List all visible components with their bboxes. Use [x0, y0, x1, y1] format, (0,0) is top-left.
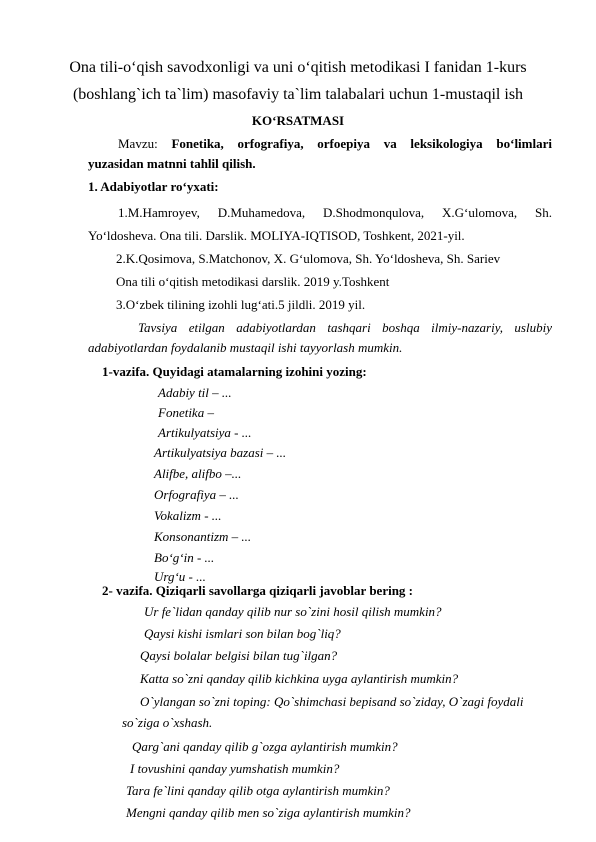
literature-item-2-line-2: Ona tili o‘qitish metodikasi darslik. 2019 y.Toshkent [116, 274, 390, 289]
term-item: Adabiy til – ... [158, 385, 232, 400]
topic-line-1 [118, 135, 552, 152]
literature-item-1-line-1: 1.M.Hamroyev, D.Muhamedova, D.Shodmonqulova, X.G‘ulomova, Sh. [118, 205, 552, 220]
task2-heading: 2- vazifa. Qiziqarli savollarga qiziqarli javoblar bering : [102, 583, 414, 598]
question-item: Qarg`ani qanday qilib g`ozga aylantirish mumkin? [132, 739, 398, 754]
topic-line-2: yuzasidan matnni tahlil qilish. [88, 156, 256, 171]
question-item: Ur fe`lidan qanday qilib nur so`zini hosil qilish mumkin? [144, 604, 442, 619]
term-item: Artikulyatsiya bazasi – ... [154, 445, 287, 460]
term-item: Bo‘g‘in - ... [154, 550, 215, 565]
question-item: Tara fe`lini qanday qilib otga aylantirish mumkin? [126, 783, 390, 798]
term-item: Urg‘u - ... [154, 569, 206, 584]
heading-korsatmasi: KO‘RSATMASI [251, 113, 345, 128]
term-item: Vokalizm - ... [154, 508, 222, 523]
question-item: Katta so`zni qanday qilib kichkina uyga aylantirish mumkin? [140, 671, 459, 686]
term-item: Alifbe, alifbo –... [154, 466, 242, 481]
literature-item-1-line-2: Yo‘ldosheva. Ona tili. Darslik. MOLIYA-IQTISOD, Toshkent, 2021-yil. [88, 228, 465, 243]
term-item: Fonetika – [158, 405, 214, 420]
task1-heading: 1-vazifa. Quyidagi atamalarning izohini yozing: [102, 364, 367, 379]
topic-label: Mavzu: [118, 136, 158, 151]
literature-note-line-1: Tavsiya etilgan adabiyotlardan tashqari boshqa ilmiy-nazariy, uslubiy [138, 320, 552, 335]
term-item: Konsonantizm – ... [154, 529, 252, 544]
question-item: Qaysi bolalar belgisi bilan tug`ilgan? [140, 648, 338, 663]
question-item: O`ylangan so`zni toping: Qo`shimchasi bepisand so`ziday, O`zagi foydali [140, 694, 524, 709]
question-item: so`ziga o`xshash. [122, 715, 213, 730]
question-item: I tovushini qanday yumshatish mumkin? [130, 761, 340, 776]
question-item: Qaysi kishi ismlari son bilan bog`liq? [144, 626, 341, 641]
literature-item-2-line-1: 2.K.Qosimova, S.Matchonov, X. G‘ulomova, Sh. Yo‘ldosheva, Sh. Sariev [116, 251, 501, 266]
term-item: Artikulyatsiya - ... [158, 425, 252, 440]
literature-heading: 1. Adabiyotlar ro‘yxati: [88, 179, 219, 194]
literature-note-line-2: adabiyotlardan foydalanib mustaqil ishi tayyorlash mumkin. [88, 340, 403, 355]
question-item: Mengni qanday qilib men so`ziga aylantirish mumkin? [126, 805, 411, 820]
literature-item-3: 3.O‘zbek tilining izohli lug‘ati.5 jildli. 2019 yil. [116, 297, 366, 312]
title-line-2: (boshlang`ich ta`lim) masofaviy ta`lim talabalari uchun 1-mustaqil ish [72, 86, 524, 103]
term-item: Orfografiya – ... [154, 487, 239, 502]
title-line-1: Ona tili-o‘qish savodxonligi va uni o‘qitish metodikasi I fanidan 1-kurs [69, 59, 527, 76]
topic-text: Fonetika, orfografiya, orfoepiya va leksikologiya bo‘limlari [171, 136, 552, 151]
